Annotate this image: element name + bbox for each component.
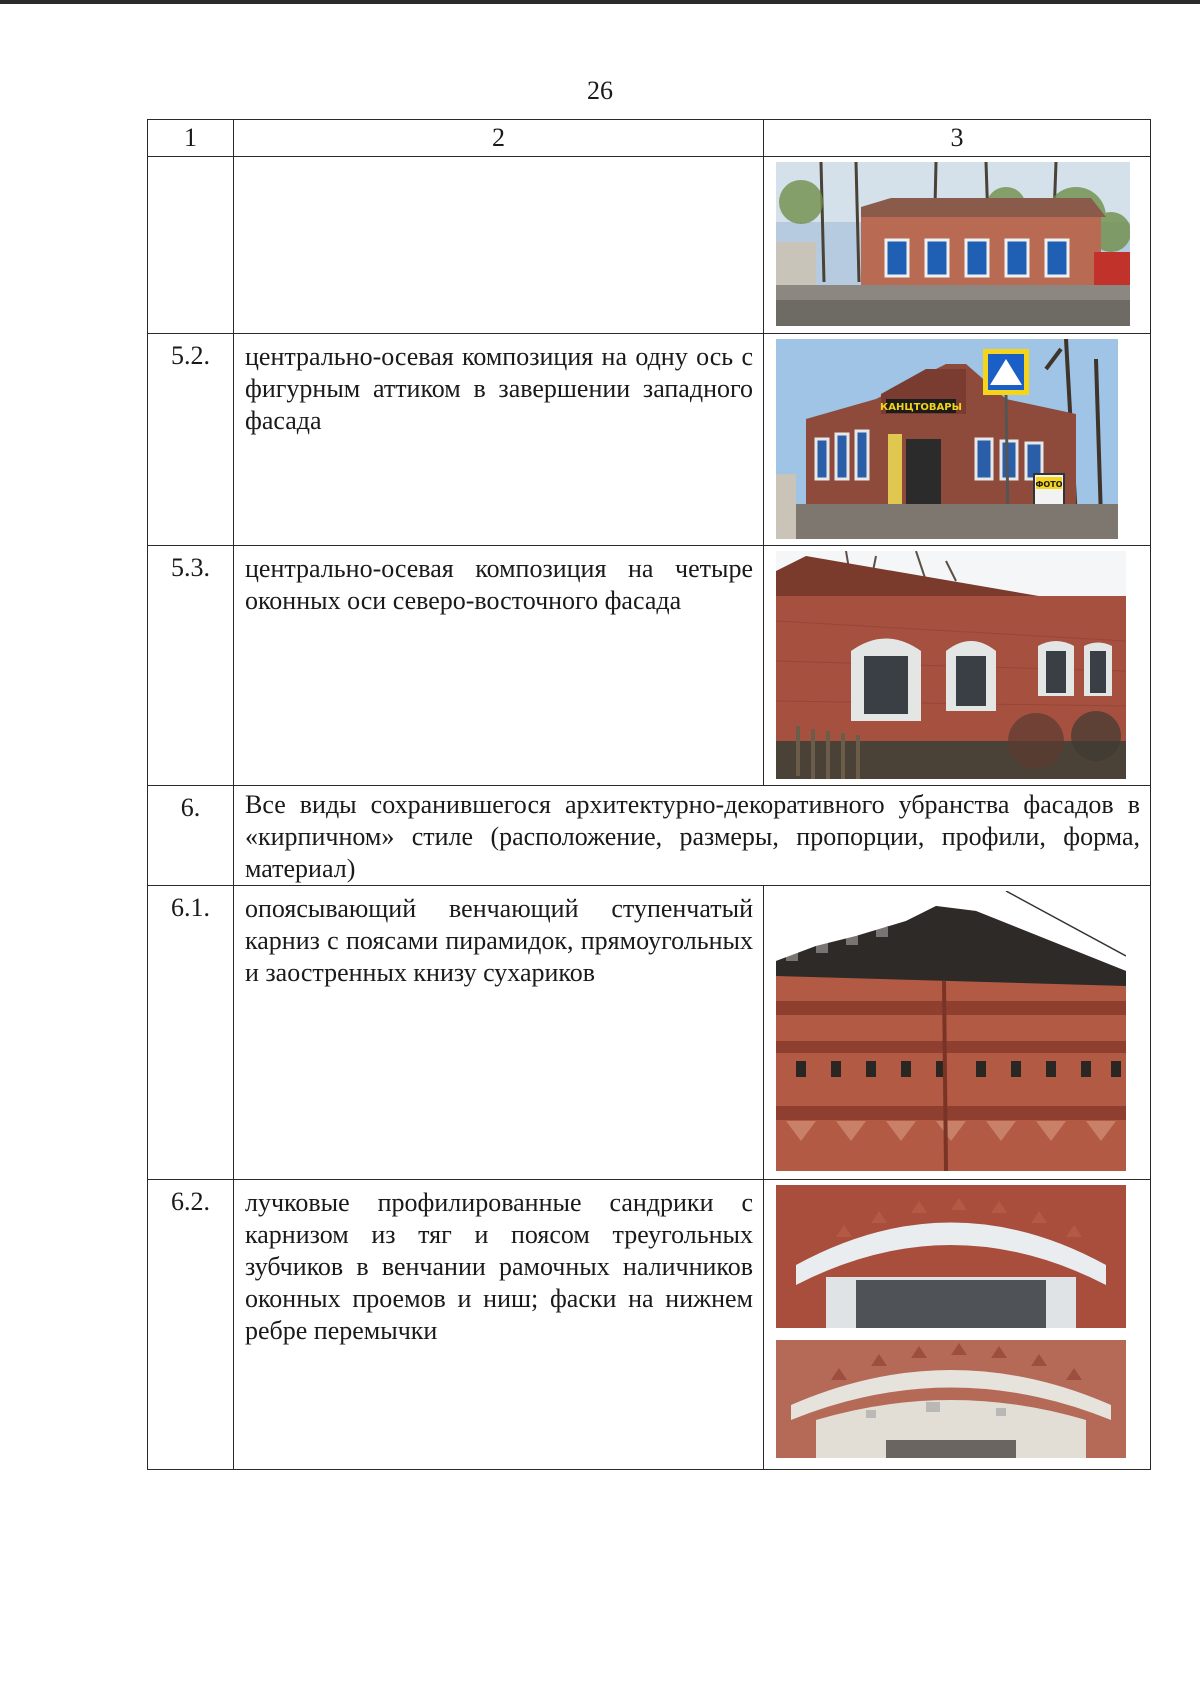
architecture-elements-table [147,119,1151,1470]
cornice-photo [776,891,1126,1171]
row-description: опоясывающий венчающий ступенчатый карниз с поясами пирамидок, прямоугольных и заостренных книзу сухариков [234,886,764,1180]
photo-cell [764,1180,1151,1470]
header-col-3: 3 [764,120,1151,157]
window-lintel-photo-1 [776,1185,1126,1328]
row-description: Все виды сохранившегося архитектурно-декоративного убранства фасадов в «кирпичном» стиле (расположение, размеры, пропорции, профили, форма, материал) [234,786,1151,886]
table-row [148,786,1151,886]
photo-cell [764,157,1151,334]
table-row [148,1180,1151,1470]
table-row [148,334,1151,546]
table-row [148,157,1151,334]
row-number: 6.2. [148,1180,234,1470]
table-row [148,546,1151,786]
page-top-border [0,0,1200,4]
header-col-1: 1 [148,120,234,157]
row-number: 5.2. [148,334,234,546]
row-description: лучковые профилированные сандрики с карнизом из тяг и поясом треугольных зубчиков в венчании рамочных наличников оконных проемов и ниш; фаски на нижнем ребре перемычки [234,1180,764,1470]
photo-sign-text: ФОТО [1035,480,1063,489]
row-number: 5.3. [148,546,234,786]
row-number: 6.1. [148,886,234,1180]
row-number [148,157,234,334]
page-number: 26 [587,76,613,105]
shop-sign-text: КАНЦТОВАРЫ [880,402,962,413]
photo-cell [764,334,1151,546]
window-lintel-photo-2 [776,1340,1126,1458]
table-row [148,886,1151,1180]
corner-shop-photo [776,339,1118,539]
row-description [234,157,764,334]
header-col-2: 2 [234,120,764,157]
row-number: 6. [148,786,234,886]
brick-house-photo [776,551,1126,779]
row-description: центрально-осевая композиция на одну ось с фигурным аттиком в завершении западного фасада [234,334,764,546]
row-description: центрально-осевая композиция на четыре оконных оси северо-восточного фасада [234,546,764,786]
photo-cell [764,886,1151,1180]
photo-cell [764,546,1151,786]
street-building-photo [776,162,1130,326]
table-header-row [148,120,1151,157]
